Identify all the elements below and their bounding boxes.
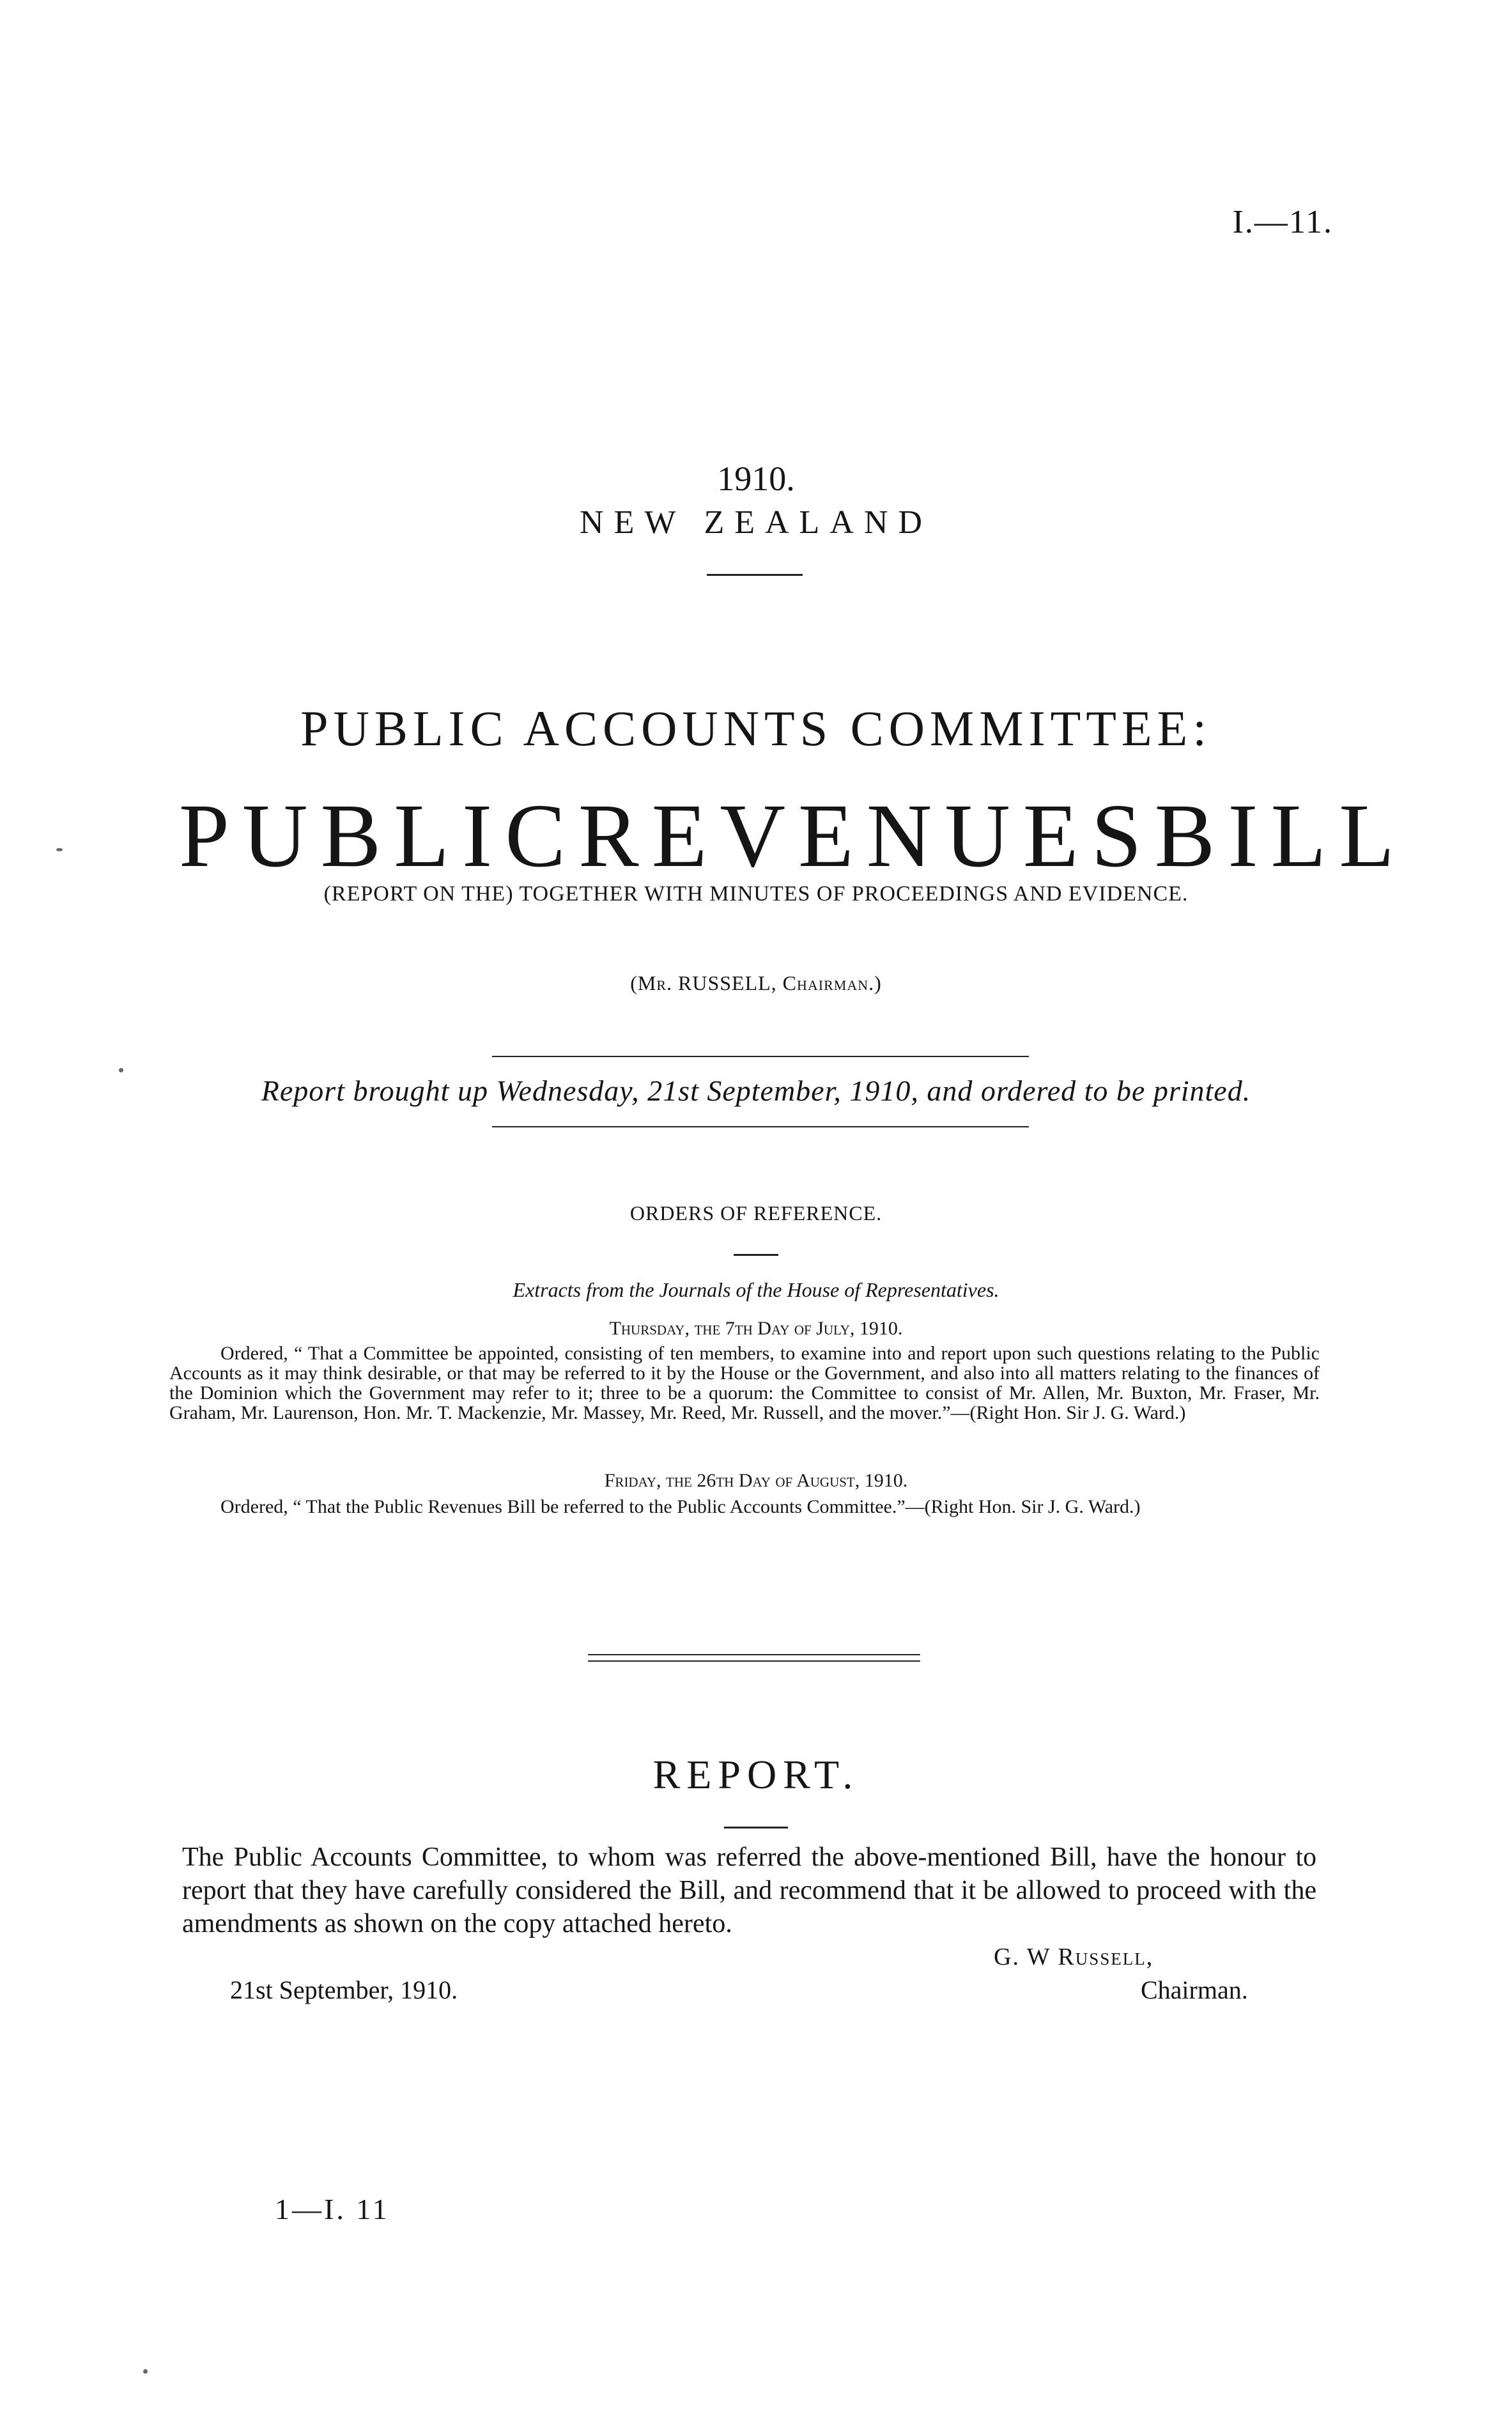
- divider: [734, 1254, 778, 1256]
- chairman-note: (Mr. RUSSELL, Chairman.): [630, 971, 882, 994]
- scan-speck: [143, 2369, 148, 2374]
- report-brought-up: Report brought up Wednesday, 21st September, 1910, and ordered to be printed.: [261, 1074, 1251, 1107]
- scan-speck: [119, 1068, 123, 1072]
- signatory: G. W Russell,: [994, 1944, 1154, 1970]
- double-divider: [588, 1654, 920, 1655]
- order-date: Thursday, the 7th Day of July, 1910.: [609, 1318, 903, 1339]
- bill-title-word: PUBLIC: [179, 785, 578, 886]
- country-heading: NEW ZEALAND: [580, 504, 932, 541]
- subtitle: (REPORT ON THE) TOGETHER WITH MINUTES OF PROCEEDINGS AND EVIDENCE.: [323, 882, 1189, 906]
- document-reference: I.—11.: [1232, 204, 1333, 240]
- order-text: Ordered, “ That a Committee be appointed, consisting of ten members, to examine into and report upon such questions relating to the Public Accounts as it may think desirable, or that may be referred to it by the House or the Government, and also into all matters relating to the finances of the Dominion which the Government may refer to it; three to be a quorum: the Committee to consist of Mr. Allen, Mr. Buxton, Mr. Fraser, Mr. Graham, Mr. Laurenson, Hon. Mr. T. Mackenzie, Mr. Massey, Mr. Reed, Mr. Russell, and the mover.”—(Right Hon. Sir J. G. Ward.): [169, 1343, 1320, 1423]
- report-body: The Public Accounts Committee, to whom was referred the above-mentioned Bill, have the honour to report that they have carefully considered the Bill, and recommend that it be allowed to proceed with the amendments as shown on the copy attached hereto.: [182, 1843, 1316, 1938]
- report-heading: REPORT.: [652, 1752, 860, 1797]
- divider: [707, 574, 803, 576]
- report-date: 21st September, 1910.: [230, 1976, 458, 2004]
- divider: [492, 1056, 1029, 1057]
- order-text: Ordered, “ That the Public Revenues Bill be referred to the Public Accounts Committee.”—(Right Hon. Sir J. G. Ward.): [220, 1496, 1141, 1517]
- page-reference: 1—I. 11: [275, 2193, 390, 2225]
- order-date: Friday, the 26th Day of August, 1910.: [604, 1470, 908, 1491]
- year: 1910.: [717, 460, 795, 498]
- bill-title: [179, 783, 1408, 888]
- bill-title-word: BILL: [1154, 785, 1408, 886]
- signatory-title: Chairman.: [1141, 1976, 1248, 2004]
- journal-extracts: Extracts from the Journals of the House of Representatives.: [513, 1278, 999, 1301]
- divider: [724, 1827, 788, 1829]
- bill-title-word: REVENUES: [578, 785, 1155, 886]
- scan-speck: [56, 848, 63, 851]
- committee-title: PUBLIC ACCOUNTS COMMITTEE:: [300, 700, 1212, 756]
- orders-heading: ORDERS OF REFERENCE.: [629, 1202, 883, 1225]
- double-divider: [588, 1660, 920, 1662]
- divider: [492, 1126, 1029, 1127]
